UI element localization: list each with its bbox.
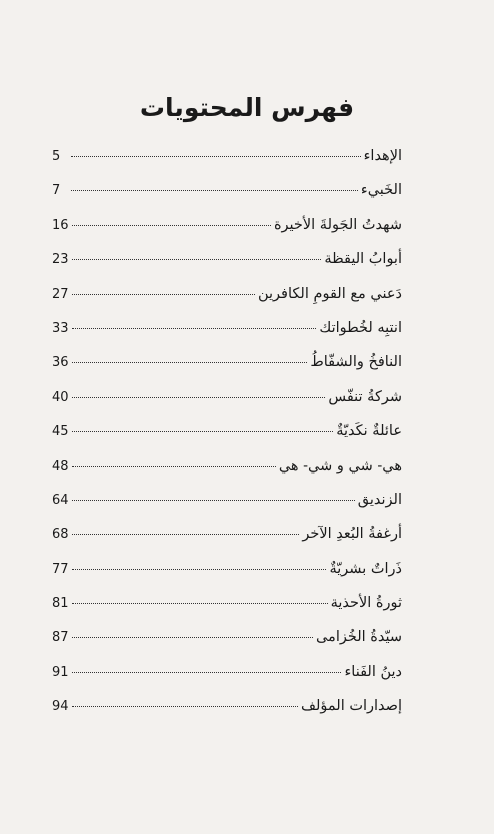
entry-title: ذَراتٌ بشريّةٌ	[329, 560, 402, 577]
page-number: 23	[52, 252, 69, 268]
page-number: 87	[52, 630, 69, 646]
toc-entry[interactable]	[52, 595, 402, 629]
dot-leader	[72, 328, 317, 329]
page-number: 40	[52, 389, 69, 405]
toc-entry[interactable]	[52, 148, 402, 182]
entry-title: هي- شي و شي- هي	[278, 457, 402, 474]
page-number: 36	[52, 355, 69, 371]
entry-title: عائلةٌ نكَديّةٌ	[336, 423, 402, 440]
entry-title: أبوابُ اليقظة	[324, 251, 402, 268]
entry-title: دَعني مع القومِ الكافرين	[257, 285, 402, 302]
entry-title: الخَبيء	[360, 182, 402, 199]
toc-entry[interactable]	[52, 698, 402, 732]
dot-leader	[72, 637, 313, 638]
entry-title: شركةُ تنفّس	[328, 388, 402, 405]
toc-entry[interactable]	[52, 389, 402, 423]
dot-leader	[72, 706, 298, 707]
toc-entry[interactable]	[52, 320, 402, 354]
toc-entry[interactable]	[52, 458, 402, 492]
page-number: 16	[52, 217, 69, 233]
page-number: 64	[52, 492, 69, 508]
toc-entry[interactable]	[52, 182, 402, 216]
entry-title: النافخُ والشفّاطُ	[310, 354, 402, 371]
entry-title: الإهداء	[363, 148, 402, 164]
dot-leader	[71, 190, 358, 191]
dot-leader	[72, 397, 326, 398]
entry-title: سيّدةُ الخُزامى	[315, 629, 402, 646]
dot-leader	[72, 362, 308, 363]
page-number: 48	[52, 458, 69, 474]
toc-entry[interactable]	[52, 492, 402, 526]
page-number: 7	[52, 183, 61, 199]
entry-title: انتبِه لخُطواتك	[319, 319, 402, 336]
toc-entry[interactable]	[52, 217, 402, 251]
entry-title: دينُ الفَناء	[344, 663, 402, 680]
page-title: فهرس المحتويات	[139, 92, 355, 122]
toc-entry[interactable]	[52, 354, 402, 388]
dot-leader	[72, 569, 327, 570]
dot-leader	[72, 466, 276, 467]
page-number: 91	[52, 664, 69, 680]
dot-leader	[72, 294, 255, 295]
dot-leader	[72, 534, 300, 535]
toc-entry[interactable]	[52, 526, 402, 560]
page-number: 81	[52, 596, 69, 612]
dot-leader	[72, 225, 271, 226]
dot-leader	[72, 603, 328, 604]
toc-entry[interactable]	[52, 561, 402, 595]
page-number: 5	[52, 149, 61, 164]
dot-leader	[72, 500, 355, 501]
dot-leader	[72, 259, 322, 260]
page-number: 77	[52, 561, 69, 577]
page-number: 94	[52, 699, 69, 715]
toc-entry[interactable]	[52, 423, 402, 457]
dot-leader	[71, 156, 361, 157]
dot-leader	[72, 431, 334, 432]
toc-entry[interactable]	[52, 286, 402, 320]
dot-leader	[72, 672, 342, 673]
page-number: 33	[52, 320, 69, 336]
toc-entry[interactable]	[52, 664, 402, 698]
entry-title: الزنديق	[357, 491, 402, 508]
toc-entry[interactable]	[52, 629, 402, 663]
toc-entry[interactable]	[52, 251, 402, 285]
page-number: 45	[52, 424, 69, 440]
page-number: 68	[52, 527, 69, 543]
page-number: 27	[52, 286, 69, 302]
entry-title: أرغفةُ البُعدِ الآخر	[302, 526, 402, 543]
entry-title: شهدتُ الجَولةَ الأخيرة	[273, 216, 402, 233]
table-of-contents	[52, 148, 402, 733]
entry-title: إصدارات المؤلف	[300, 698, 402, 715]
entry-title: ثورةُ الأحذية	[330, 595, 402, 612]
